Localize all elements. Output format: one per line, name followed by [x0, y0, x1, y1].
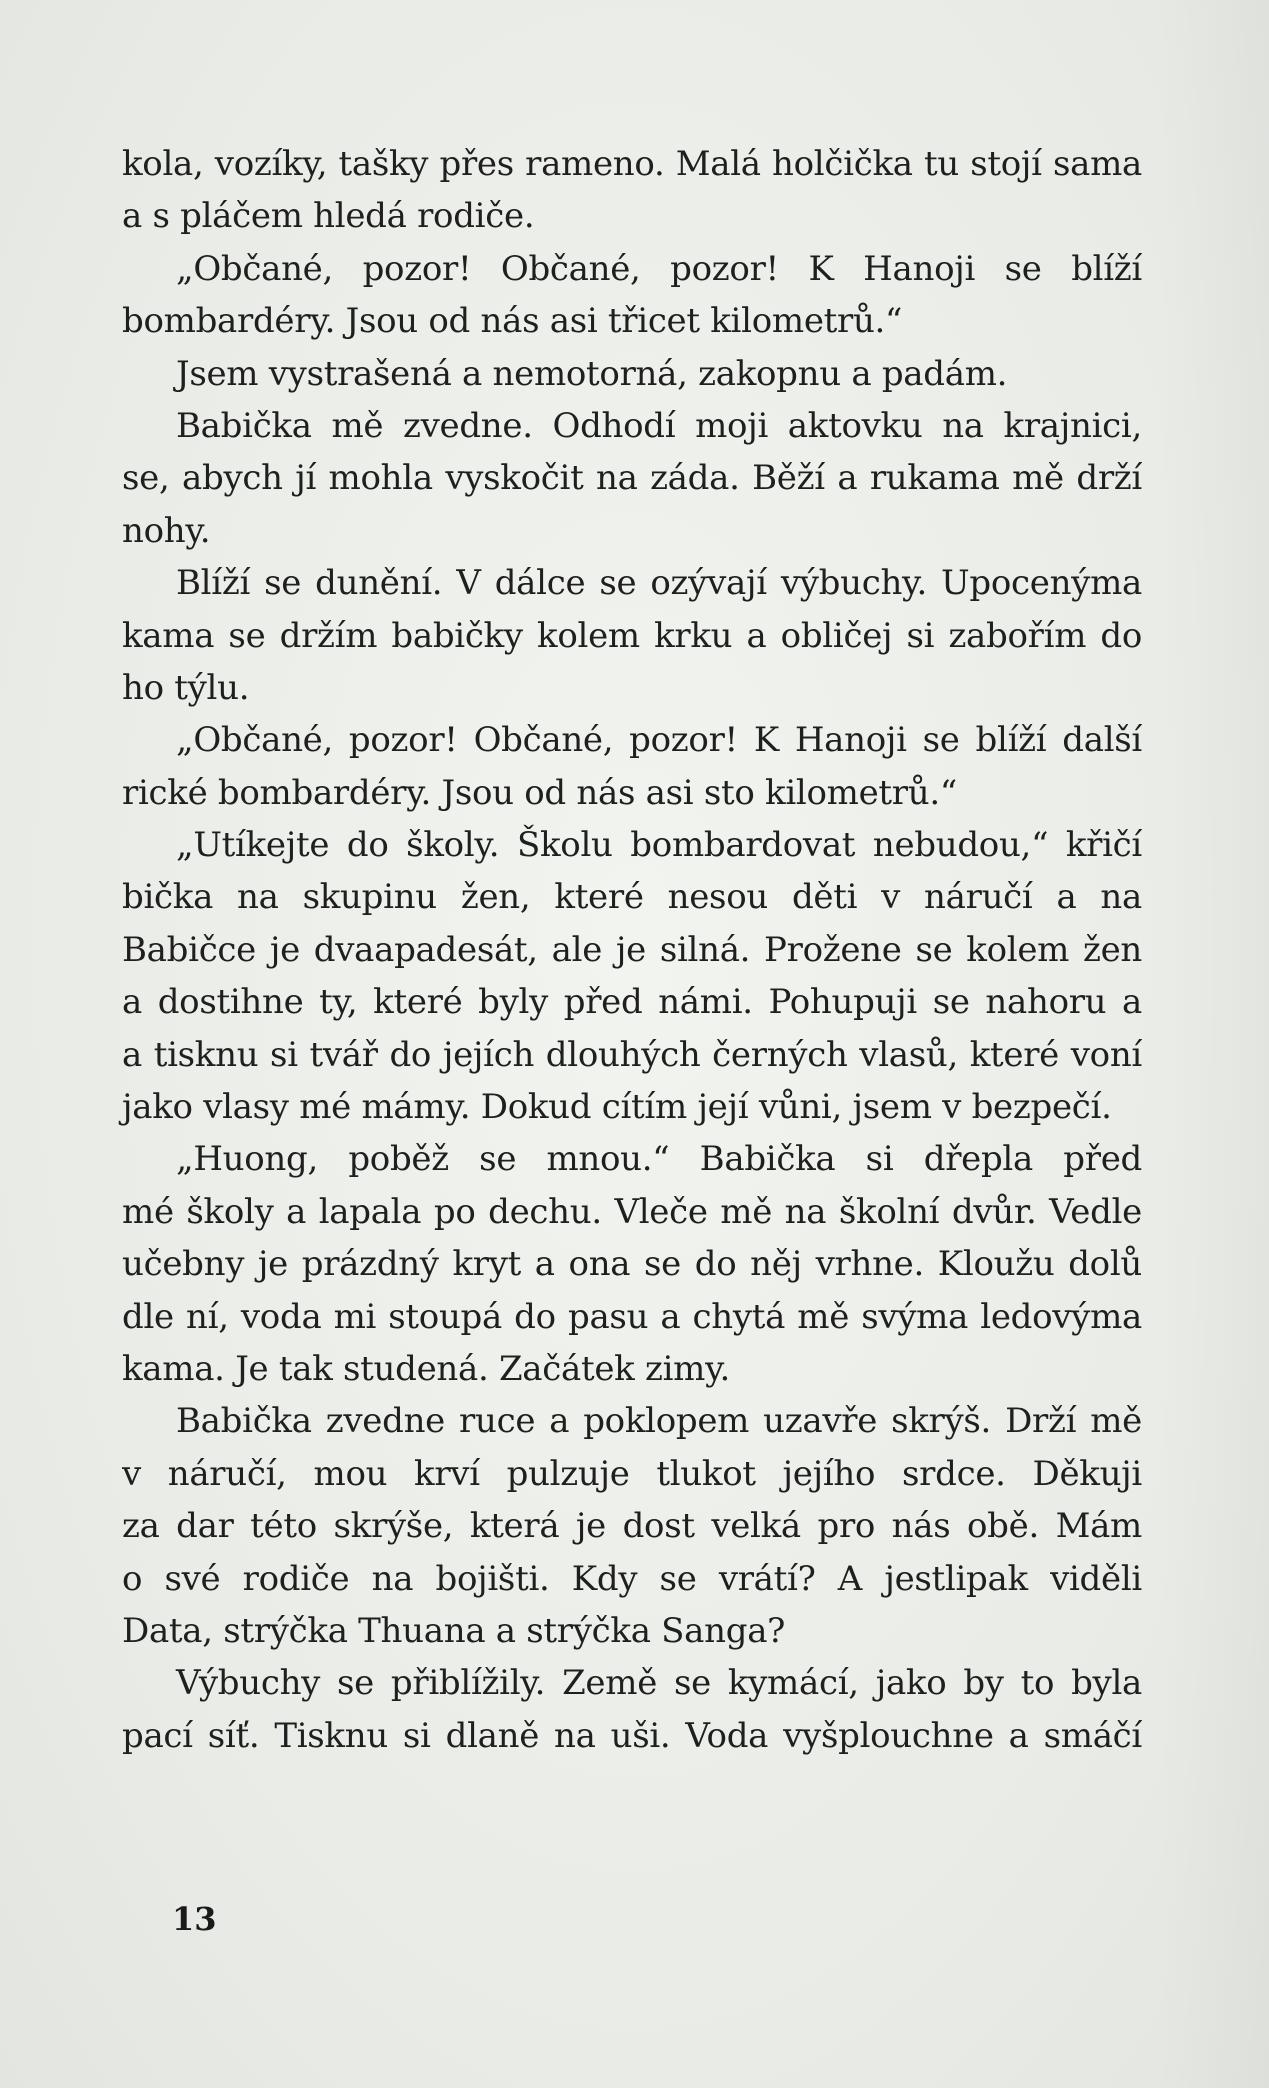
text-line: „Utíkejte do školy. Školu bombardovat nebudou,“ křičí — [176, 825, 1142, 866]
text-line: ho týlu. — [122, 667, 250, 708]
text-line: jako vlasy mé mámy. Dokud cítím její vůni, jsem v bezpečí. — [122, 1087, 1112, 1128]
text-line: kama se držím babičky kolem krku a obličej si zabořím do — [122, 615, 1142, 656]
text-line: kama. Je tak studená. Začátek zimy. — [122, 1348, 731, 1389]
text-line: se, abych jí mohla vyskočit na záda. Běží a rukama mě drží — [122, 458, 1142, 499]
text-line: nohy. — [122, 510, 211, 551]
text-line: Výbuchy se přiblížily. Země se kymácí, jako by to byla — [176, 1663, 1142, 1704]
text-line: bička na skupinu žen, které nesou děti v náručí a na — [122, 877, 1142, 918]
text-line: učebny je prázdný kryt a ona se do něj vrhne. Kloužu dolů — [122, 1244, 1142, 1285]
text-line: Babička mě zvedne. Odhodí moji aktovku na krajnici, — [176, 405, 1142, 446]
text-line: za dar této skrýše, která je dost velká pro nás obě. Mám — [122, 1506, 1142, 1547]
text-line: dle ní, voda mi stoupá do pasu a chytá mě svýma ledovýma — [122, 1296, 1142, 1337]
text-line: o své rodiče na bojišti. Kdy se vrátí? A jestlipak viděli — [122, 1558, 1142, 1599]
text-line: Babička zvedne ruce a poklopem uzavře skrýš. Drží mě — [176, 1401, 1142, 1442]
text-line: „Huong, poběž se mnou.“ Babička si dřepla před — [176, 1139, 1142, 1180]
text-line: Blíží se dunění. V dálce se ozývají výbuchy. Upocenýma — [176, 563, 1142, 604]
page-number: 13 — [172, 1900, 217, 1938]
text-line: Jsem vystrašená a nemotorná, zakopnu a padám. — [176, 353, 1008, 394]
page-edge-shadow — [1159, 0, 1269, 2088]
text-line: Data, strýčka Thuana a strýčka Sanga? — [122, 1610, 786, 1651]
text-line: „Občané, pozor! Občané, pozor! K Hanoji se blíží další — [176, 720, 1142, 761]
body-text — [122, 138, 1142, 1762]
text-line: mé školy a lapala po dechu. Vleče mě na školní dvůr. Vedle — [122, 1191, 1142, 1232]
text-line: a dostihne ty, které byly před námi. Pohupuji se nahoru a — [122, 982, 1142, 1023]
text-line: bombardéry. Jsou od nás asi třicet kilometrů.“ — [122, 301, 903, 342]
text-line: pací síť. Tisknu si dlaně na uši. Voda vyšplouchne a smáčí — [122, 1715, 1142, 1756]
text-line: „Občané, pozor! Občané, pozor! K Hanoji se blíží — [176, 248, 1142, 289]
text-line: a s pláčem hledá rodiče. — [122, 196, 535, 237]
text-line: kola, vozíky, tašky přes rameno. Malá holčička tu stojí sama — [122, 144, 1142, 184]
text-line: rické bombardéry. Jsou od nás asi sto kilometrů.“ — [122, 772, 957, 813]
text-line: Babičce je dvaapadesát, ale je silná. Prožene se kolem žen — [122, 929, 1142, 970]
text-line: a tisknu si tvář do jejích dlouhých černých vlasů, které voní — [122, 1034, 1142, 1075]
text-line: v náručí, mou krví pulzuje tlukot jejího srdce. Děkuji — [122, 1453, 1142, 1494]
